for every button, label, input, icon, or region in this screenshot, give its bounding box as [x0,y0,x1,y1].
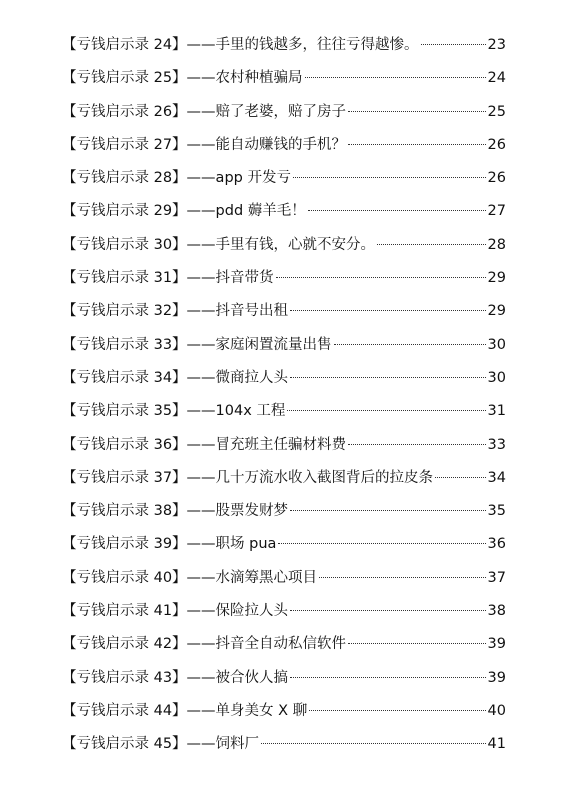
toc-entry-title: 【亏钱启示录 27】——能自动赚钱的手机？ [62,136,347,153]
toc-entry[interactable] [62,598,506,631]
toc-entry-page-number: 38 [487,603,506,620]
toc-entry-page-number: 39 [487,669,506,686]
toc-entry-title: 【亏钱启示录 39】——职场 pua [62,536,277,553]
toc-entry-title: 【亏钱启示录 42】——抖音全自动私信软件 [62,636,347,653]
toc-entry[interactable] [62,99,506,132]
toc-entry-page-number: 27 [487,203,506,220]
toc-entry[interactable] [62,232,506,265]
dot-leader [348,643,485,644]
toc-entry[interactable] [62,332,506,365]
toc-entry-title: 【亏钱启示录 44】——单身美女 X 聊 [62,702,308,719]
toc-entry-page-number: 23 [487,37,506,53]
toc-entry[interactable] [62,731,506,764]
dot-leader [290,310,485,311]
toc-entry-title: 【亏钱启示录 33】——家庭闲置流量出售 [62,336,332,353]
dot-leader [348,144,485,145]
toc-entry-title: 【亏钱启示录 31】——抖音带货 [62,270,274,287]
toc-entry-title: 【亏钱启示录 38】——股票发财梦 [62,503,289,520]
dot-leader [290,377,485,378]
toc-entry[interactable] [62,65,506,98]
toc-entry-page-number: 40 [487,702,506,719]
toc-entry[interactable] [62,365,506,398]
toc-entry[interactable] [62,132,506,165]
toc-entry-title: 【亏钱启示录 24】——手里的钱越多，往往亏得越惨。 [62,37,419,53]
toc-entry-title: 【亏钱启示录 30】——手里有钱，心就不安分。 [62,236,376,253]
toc-entry[interactable] [62,631,506,664]
dot-leader [309,710,485,711]
toc-entry-page-number: 25 [487,103,506,120]
toc-entry[interactable] [62,531,506,564]
toc-entry[interactable] [62,165,506,198]
toc-entry-title: 【亏钱启示录 25】——农村种植骗局 [62,70,303,87]
toc-entry-page-number: 35 [487,503,506,520]
dot-leader [290,510,485,511]
toc-entry[interactable] [62,665,506,698]
dot-leader [435,477,485,478]
dot-leader [293,177,486,178]
dot-leader [319,577,485,578]
toc-entry-page-number: 26 [487,170,506,187]
toc-entry-title: 【亏钱启示录 29】——pdd 薅羊毛！ [62,203,306,220]
toc-entry-page-number: 37 [487,569,506,586]
toc-entry-title: 【亏钱启示录 26】——赔了老婆，赔了房子 [62,103,347,120]
toc-entry-title: 【亏钱启示录 37】——几十万流水收入截图背后的拉皮条 [62,469,434,486]
toc-entry[interactable] [62,465,506,498]
toc-entry-page-number: 28 [487,236,506,253]
toc-entry-title: 【亏钱启示录 43】——被合伙人搞 [62,669,289,686]
toc-entry-page-number: 30 [487,336,506,353]
toc-entry-title: 【亏钱启示录 35】——104x 工程 [62,403,286,420]
toc-entry[interactable] [62,32,506,65]
dot-leader [334,344,486,345]
toc-entry[interactable] [62,565,506,598]
dot-leader [308,210,486,211]
table-of-contents [62,32,506,765]
dot-leader [305,77,486,78]
toc-entry-title: 【亏钱启示录 36】——冒充班主任骗材料费 [62,436,347,453]
toc-entry[interactable] [62,432,506,465]
toc-entry-page-number: 24 [487,70,506,87]
toc-entry[interactable] [62,498,506,531]
toc-entry[interactable] [62,198,506,231]
toc-entry-page-number: 26 [487,136,506,153]
toc-entry[interactable] [62,698,506,731]
toc-entry-title: 【亏钱启示录 32】——抖音号出租 [62,303,289,320]
toc-entry-title: 【亏钱启示录 34】——微商拉人头 [62,369,289,386]
toc-entry-page-number: 30 [487,369,506,386]
dot-leader [421,44,486,45]
dot-leader [348,444,485,445]
toc-entry-title: 【亏钱启示录 45】——饲料厂 [62,736,260,753]
toc-entry[interactable] [62,265,506,298]
toc-entry-page-number: 41 [487,736,506,753]
toc-entry-page-number: 39 [487,636,506,653]
toc-entry-title: 【亏钱启示录 28】——app 开发亏 [62,170,291,187]
toc-entry-page-number: 29 [487,303,506,320]
dot-leader [290,610,485,611]
toc-entry-title: 【亏钱启示录 41】——保险拉人头 [62,603,289,620]
dot-leader [377,244,485,245]
dot-leader [348,111,485,112]
dot-leader [287,410,485,411]
toc-entry-page-number: 36 [487,536,506,553]
toc-entry[interactable] [62,398,506,431]
toc-entry[interactable] [62,298,506,331]
toc-entry-title: 【亏钱启示录 40】——水滴筹黑心项目 [62,569,318,586]
toc-entry-page-number: 33 [487,436,506,453]
dot-leader [261,743,485,744]
toc-entry-page-number: 34 [487,469,506,486]
toc-entry-page-number: 29 [487,270,506,287]
dot-leader [290,677,485,678]
dot-leader [278,543,485,544]
toc-entry-page-number: 31 [487,403,506,420]
dot-leader [276,277,486,278]
